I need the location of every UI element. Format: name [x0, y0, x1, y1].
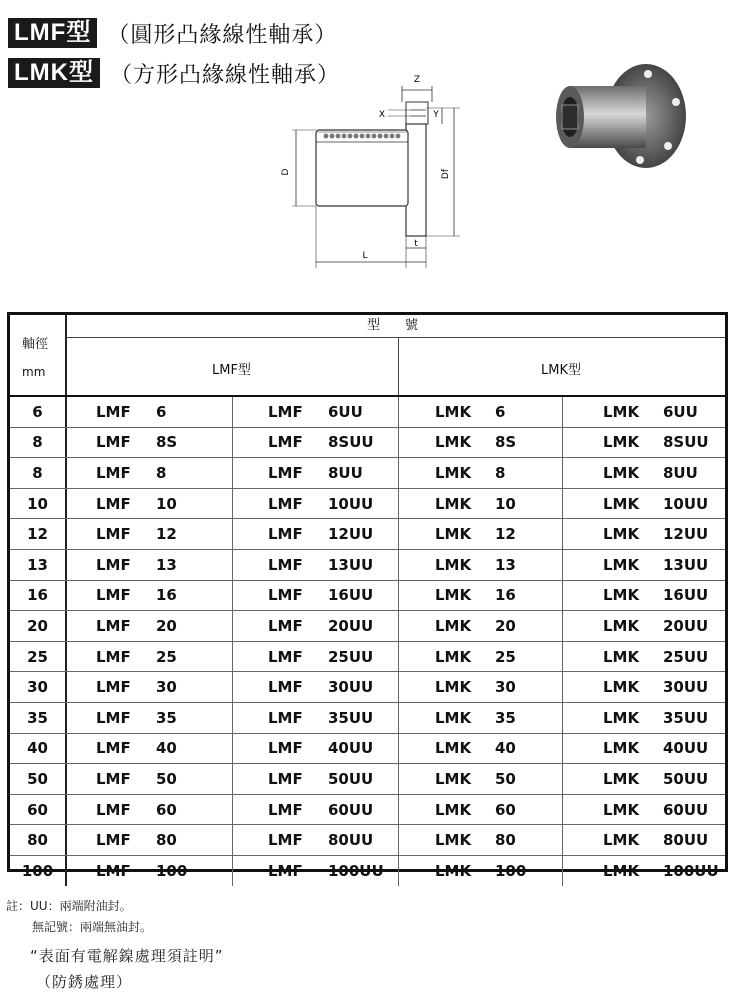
model-cell-lmf-uu	[233, 795, 399, 825]
table-row	[10, 734, 725, 765]
axis-cell: 25	[10, 642, 67, 672]
model-cell-lmk	[399, 581, 563, 611]
model-cell-lmk-uu	[563, 581, 725, 611]
table-row	[10, 428, 725, 459]
model-series: LMF	[268, 739, 303, 758]
model-series: LMF	[268, 861, 303, 880]
model-series: LMK	[603, 678, 640, 697]
model-cell-lmf	[66, 458, 233, 488]
note-uu: 註：UU：兩端附油封。	[6, 899, 132, 913]
table-row	[10, 795, 725, 826]
model-size: 40UU	[663, 739, 709, 758]
model-series: LMF	[268, 769, 303, 788]
model-series: LMK	[603, 402, 640, 421]
label-t: t	[414, 239, 418, 249]
model-size: 12	[156, 525, 177, 544]
axis-cell: 10	[10, 489, 67, 519]
axis-cell: 60	[10, 795, 67, 825]
model-size: 80UU	[663, 831, 709, 850]
model-cell-lmf	[66, 764, 233, 794]
model-size: 30	[156, 678, 177, 697]
model-series: LMK	[435, 739, 472, 758]
model-size: 8S	[495, 433, 517, 452]
model-series: LMF	[96, 555, 131, 574]
model-size: 80	[495, 831, 516, 850]
model-series: LMK	[435, 463, 472, 482]
model-size: 35UU	[663, 708, 709, 727]
model-cell-lmk-uu	[563, 611, 725, 641]
model-cell-lmk	[399, 672, 563, 702]
table-row	[10, 611, 725, 642]
table-row	[10, 581, 725, 612]
axis-cell: 100	[10, 856, 67, 886]
table-row	[10, 856, 725, 886]
model-series: LMF	[96, 616, 131, 635]
table-row	[10, 458, 725, 489]
model-size: 10UU	[663, 494, 709, 513]
model-size: 30	[495, 678, 516, 697]
bearing-product-photo	[548, 60, 688, 172]
model-size: 8	[156, 463, 167, 482]
model-cell-lmk	[399, 458, 563, 488]
axis-cell: 16	[10, 581, 67, 611]
model-cell-lmk-uu	[563, 550, 725, 580]
model-cell-lmk	[399, 611, 563, 641]
model-cell-lmf	[66, 581, 233, 611]
model-cell-lmf-uu	[233, 611, 399, 641]
model-size: 60UU	[663, 800, 709, 819]
model-cell-lmk-uu	[563, 397, 725, 427]
model-size: 100UU	[328, 861, 384, 880]
model-size: 12UU	[663, 525, 709, 544]
note-nickel: “表面有電解鎳處理須註明”	[30, 947, 224, 965]
model-series: LMK	[603, 525, 640, 544]
note-rustproof: （防銹處理）	[36, 973, 133, 991]
model-size: 20UU	[328, 616, 374, 635]
axis-header: 軸徑	[22, 337, 49, 352]
model-series: LMF	[96, 494, 131, 513]
model-cell-lmk	[399, 428, 563, 458]
model-cell-lmf	[66, 550, 233, 580]
model-cell-lmf-uu	[233, 397, 399, 427]
model-series: LMK	[603, 800, 640, 819]
model-series: LMK	[435, 647, 472, 666]
model-cell-lmk-uu	[563, 764, 725, 794]
model-cell-lmf-uu	[233, 856, 399, 886]
model-size: 20	[495, 616, 516, 635]
model-cell-lmk	[399, 397, 563, 427]
model-series: LMF	[96, 402, 131, 421]
table-row	[10, 397, 725, 428]
model-size: 50	[495, 769, 516, 788]
model-size: 16	[156, 586, 177, 605]
lmf-header: LMF型	[212, 363, 251, 378]
model-size: 8UU	[328, 463, 363, 482]
model-cell-lmk	[399, 795, 563, 825]
model-cell-lmk-uu	[563, 795, 725, 825]
lmk-header: LMK型	[541, 363, 581, 378]
label-x: X	[378, 110, 386, 120]
bearing-dimension-drawing	[270, 72, 470, 272]
model-cell-lmf	[66, 795, 233, 825]
model-size: 100	[156, 861, 188, 880]
model-cell-lmk	[399, 856, 563, 886]
model-size: 25UU	[328, 647, 374, 666]
model-series: LMF	[96, 861, 131, 880]
model-series: LMK	[435, 678, 472, 697]
axis-cell: 12	[10, 519, 67, 549]
model-size: 10	[495, 494, 516, 513]
model-size: 35UU	[328, 708, 374, 727]
model-cell-lmf	[66, 397, 233, 427]
model-series: LMK	[435, 616, 472, 635]
model-cell-lmf-uu	[233, 428, 399, 458]
model-size: 60	[495, 800, 516, 819]
axis-cell: 50	[10, 764, 67, 794]
model-series: LMF	[96, 525, 131, 544]
model-cell-lmf-uu	[233, 764, 399, 794]
label-l: L	[362, 251, 368, 261]
model-cell-lmk-uu	[563, 489, 725, 519]
label-df: Df	[441, 168, 451, 180]
model-series: LMF	[268, 678, 303, 697]
model-cell-lmk	[399, 703, 563, 733]
model-series: LMF	[268, 800, 303, 819]
model-size: 100	[495, 861, 527, 880]
model-series: LMK	[435, 586, 472, 605]
model-series: LMF	[96, 433, 131, 452]
model-size: 20UU	[663, 616, 709, 635]
model-series: LMF	[96, 586, 131, 605]
model-size: 6UU	[328, 402, 363, 421]
model-series: LMF	[96, 708, 131, 727]
model-series: LMK	[435, 708, 472, 727]
model-size: 35	[156, 708, 177, 727]
model-cell-lmk	[399, 489, 563, 519]
model-size: 60UU	[328, 800, 374, 819]
model-series: LMK	[435, 831, 472, 850]
model-cell-lmf	[66, 672, 233, 702]
model-series: LMF	[96, 678, 131, 697]
axis-cell: 80	[10, 825, 67, 855]
model-cell-lmf-uu	[233, 581, 399, 611]
model-cell-lmf	[66, 611, 233, 641]
model-cell-lmk-uu	[563, 703, 725, 733]
model-header: 型 號	[66, 315, 725, 338]
axis-cell: 40	[10, 734, 67, 764]
lmk-header-cell	[399, 338, 725, 395]
table-row	[10, 642, 725, 673]
axis-cell: 20	[10, 611, 67, 641]
model-series: LMF	[268, 831, 303, 850]
model-series: LMF	[268, 647, 303, 666]
model-cell-lmf-uu	[233, 458, 399, 488]
model-size: 6	[156, 402, 167, 421]
model-size: 10UU	[328, 494, 374, 513]
model-series: LMK	[435, 555, 472, 574]
axis-cell: 6	[10, 397, 67, 427]
model-cell-lmf-uu	[233, 550, 399, 580]
model-size: 13UU	[663, 555, 709, 574]
model-size: 40UU	[328, 739, 374, 758]
table-body	[10, 397, 725, 886]
model-size: 8SUU	[663, 433, 709, 452]
label-z: Z	[413, 75, 421, 85]
model-cell-lmf	[66, 825, 233, 855]
model-size: 80UU	[328, 831, 374, 850]
model-series: LMF	[268, 708, 303, 727]
title-lmk-code: LMK型	[8, 58, 100, 88]
model-size: 13UU	[328, 555, 374, 574]
model-cell-lmf-uu	[233, 519, 399, 549]
model-cell-lmf	[66, 519, 233, 549]
model-cell-lmk	[399, 642, 563, 672]
axis-header-cell	[10, 315, 67, 395]
model-series: LMK	[435, 861, 472, 880]
model-cell-lmk-uu	[563, 672, 725, 702]
model-series: LMF	[268, 525, 303, 544]
model-size: 30UU	[663, 678, 709, 697]
model-series: LMF	[268, 586, 303, 605]
model-cell-lmk-uu	[563, 519, 725, 549]
model-size: 100UU	[663, 861, 719, 880]
model-series: LMK	[435, 433, 472, 452]
model-size: 40	[495, 739, 516, 758]
model-series: LMF	[96, 739, 131, 758]
model-cell-lmk-uu	[563, 825, 725, 855]
model-series: LMF	[96, 647, 131, 666]
model-series: LMK	[603, 555, 640, 574]
model-series: LMK	[603, 494, 640, 513]
model-size: 25	[495, 647, 516, 666]
model-cell-lmk	[399, 734, 563, 764]
model-series: LMK	[603, 861, 640, 880]
model-cell-lmf	[66, 703, 233, 733]
model-cell-lmk-uu	[563, 458, 725, 488]
table-row	[10, 825, 725, 856]
model-series: LMK	[603, 433, 640, 452]
model-cell-lmf	[66, 734, 233, 764]
model-size: 80	[156, 831, 177, 850]
model-size: 16	[495, 586, 516, 605]
lmf-header-cell	[66, 338, 399, 395]
axis-cell: 35	[10, 703, 67, 733]
model-series: LMF	[268, 494, 303, 513]
table-row	[10, 703, 725, 734]
model-cell-lmf-uu	[233, 734, 399, 764]
model-size: 25UU	[663, 647, 709, 666]
model-series: LMK	[435, 525, 472, 544]
model-series: LMF	[268, 433, 303, 452]
model-series: LMK	[603, 586, 640, 605]
model-size: 10	[156, 494, 177, 513]
model-size: 8UU	[663, 463, 698, 482]
model-cell-lmk	[399, 550, 563, 580]
model-size: 35	[495, 708, 516, 727]
model-cell-lmf-uu	[233, 642, 399, 672]
model-size: 20	[156, 616, 177, 635]
model-series: LMF	[268, 616, 303, 635]
model-series: LMK	[603, 739, 640, 758]
model-series: LMK	[435, 769, 472, 788]
axis-cell: 30	[10, 672, 67, 702]
model-cell-lmk-uu	[563, 734, 725, 764]
model-series: LMF	[268, 555, 303, 574]
table-row	[10, 519, 725, 550]
model-size: 13	[156, 555, 177, 574]
model-series: LMK	[435, 402, 472, 421]
model-cell-lmf	[66, 856, 233, 886]
axis-cell: 13	[10, 550, 67, 580]
model-cell-lmf-uu	[233, 672, 399, 702]
model-cell-lmk-uu	[563, 856, 725, 886]
model-size: 6UU	[663, 402, 698, 421]
model-size: 6	[495, 402, 506, 421]
model-series: LMF	[268, 402, 303, 421]
label-y: Y	[433, 110, 439, 120]
model-size: 13	[495, 555, 516, 574]
model-cell-lmf	[66, 428, 233, 458]
model-size: 50UU	[663, 769, 709, 788]
title-lmk-desc: （方形凸緣線性軸承）	[109, 62, 340, 88]
axis-cell: 8	[10, 458, 67, 488]
model-cell-lmk	[399, 825, 563, 855]
model-size: 50UU	[328, 769, 374, 788]
model-cell-lmf-uu	[233, 489, 399, 519]
title-lmf-code: LMF型	[8, 18, 97, 48]
model-size: 50	[156, 769, 177, 788]
label-d: D	[281, 168, 291, 176]
model-size: 8SUU	[328, 433, 374, 452]
model-cell-lmf-uu	[233, 703, 399, 733]
model-cell-lmf	[66, 642, 233, 672]
axis-cell: 8	[10, 428, 67, 458]
model-series: LMK	[603, 708, 640, 727]
model-series: LMK	[603, 463, 640, 482]
model-series: LMK	[603, 616, 640, 635]
model-cell-lmk-uu	[563, 642, 725, 672]
model-size: 8	[495, 463, 506, 482]
note-no-mark: 無記號：兩端無油封。	[32, 920, 153, 934]
model-size: 16UU	[663, 586, 709, 605]
model-cell-lmk	[399, 764, 563, 794]
table-row	[10, 550, 725, 581]
model-size: 8S	[156, 433, 178, 452]
title-lmf	[8, 18, 337, 48]
model-cell-lmk-uu	[563, 428, 725, 458]
model-series: LMF	[96, 800, 131, 819]
model-series: LMF	[96, 831, 131, 850]
model-series: LMK	[603, 831, 640, 850]
axis-unit: mm	[22, 365, 46, 379]
model-series: LMF	[268, 463, 303, 482]
model-size: 30UU	[328, 678, 374, 697]
model-cell-lmf-uu	[233, 825, 399, 855]
model-cell-lmk	[399, 519, 563, 549]
model-size: 12	[495, 525, 516, 544]
table-row	[10, 489, 725, 520]
model-size: 60	[156, 800, 177, 819]
title-lmf-desc: （圓形凸緣線性軸承）	[107, 22, 338, 48]
table-row	[10, 764, 725, 795]
model-series: LMK	[435, 494, 472, 513]
model-size: 25	[156, 647, 177, 666]
model-series: LMK	[603, 647, 640, 666]
table-row	[10, 672, 725, 703]
model-series: LMF	[96, 463, 131, 482]
model-table	[7, 312, 728, 880]
model-cell-lmf	[66, 489, 233, 519]
model-size: 40	[156, 739, 177, 758]
model-size: 16UU	[328, 586, 374, 605]
model-series: LMF	[96, 769, 131, 788]
model-series: LMK	[435, 800, 472, 819]
model-size: 12UU	[328, 525, 374, 544]
model-series: LMK	[603, 769, 640, 788]
